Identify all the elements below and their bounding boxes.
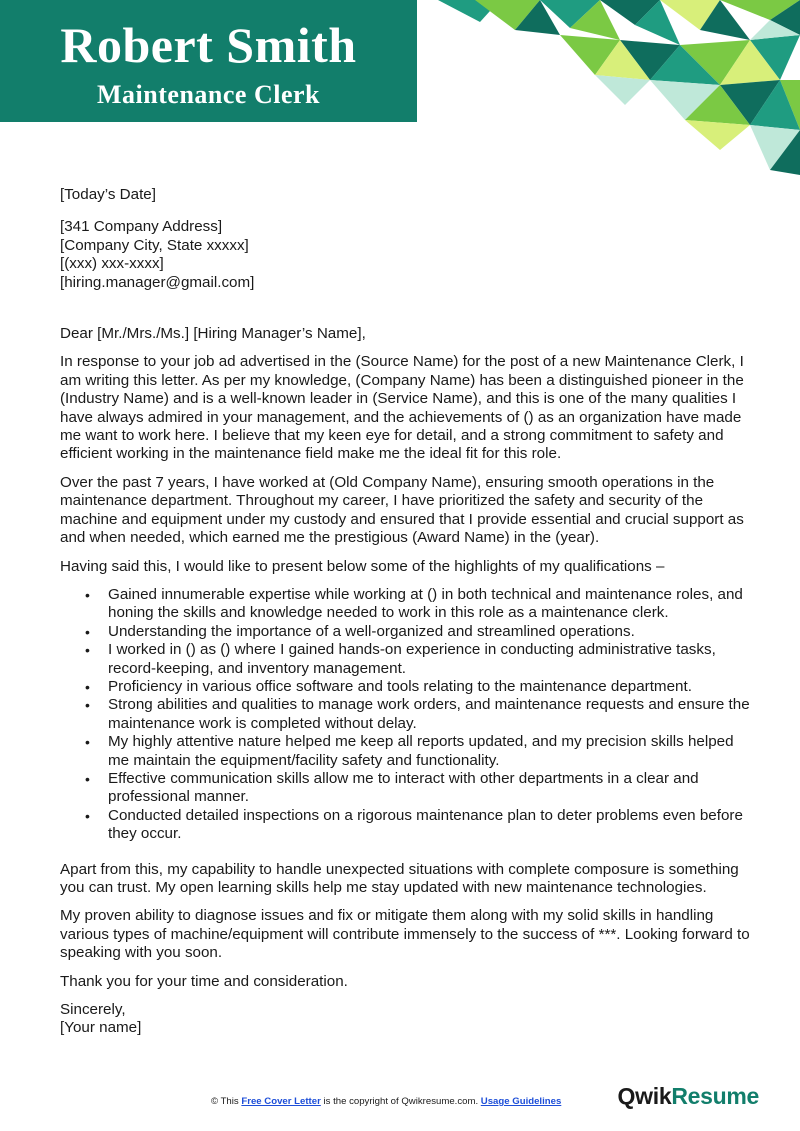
sign-off: Sincerely, (60, 1001, 126, 1019)
copyright-notice: © This Free Cover Letter is the copyright of Qwikresume.com. Usage Guidelines (211, 1096, 562, 1107)
job-title: Maintenance Clerk (97, 80, 320, 109)
bullet-icon: • (85, 586, 90, 603)
signature: [Your name] (60, 1019, 142, 1037)
list-item: • Proficiency in various office software and tools relating to the maintenance department. (85, 677, 692, 695)
copyright-icon: © (211, 1096, 219, 1107)
bullet-icon: • (85, 807, 90, 824)
bullet-icon: • (85, 642, 90, 659)
bullet-icon: • (85, 770, 90, 787)
list-item: • Strong abilities and qualities to manage work orders, and maintenance requests and ensure the maintenance work is completed without delay. (85, 696, 750, 732)
address-line: [341 Company Address] (60, 218, 223, 236)
paragraph-intro: In response to your job ad advertised in the (Source Name) for the post of a new Maintenance Clerk, I am writing this letter. As per my knowledge, (Company Name) has been a distinguished pioneer in the (Industry Name) and is a well-known leader in (Service Name), and this is one of the many qualities I have always admired in your management, and the achievements of () as an organization have made me want to work here. I believe that my keen eye for detail, and a strong commitment to safety and efficient working in the maintenance field make me the ideal fit for this role. (60, 353, 744, 463)
list-item: • Conducted detailed inspections on a rigorous maintenance plan to deter problems even before they occur. (85, 806, 743, 843)
list-intro: Having said this, I would like to present below some of the highlights of my qualifications – (60, 557, 665, 575)
address-line: [Company City, State xxxxx] (60, 236, 249, 254)
list-item: • My highly attentive nature helped me keep all reports updated, and my precision skills helped me maintain the equipment/facility safety and functionality. (85, 733, 734, 769)
paragraph-closing: My proven ability to diagnose issues and fix or mitigate them along with my solid skills in handling various types of machine/equipment will contribute immensely to the success of ***. Looking forward to speaking with you soon. (60, 907, 750, 962)
footer (0, 1083, 800, 1112)
thank-you-line: Thank you for your time and consideration. (60, 972, 348, 990)
qualifications-list (60, 586, 750, 844)
address-line: [hiring.manager@gmail.com] (60, 273, 255, 291)
paragraph-experience: Over the past 7 years, I have worked at (Old Company Name), ensuring smooth operations in the maintenance department. Throughout my career, I have prioritized the safety and security of the machine and equipment under my custody and ensured that I provide essential and crucial support as and when needed, which earned me the prestigious (Award Name) in the (year). (60, 473, 744, 547)
recipient-address (60, 218, 750, 292)
usage-guidelines-link[interactable]: Usage Guidelines (480, 1096, 562, 1107)
list-item: • Understanding the importance of a well-organized and streamlined operations. (85, 622, 635, 640)
salutation: Dear [Mr./Mrs./Ms.] [Hiring Manager’s Name], (60, 325, 366, 343)
list-item: • I worked in () as () where I gained hands-on experience in conducting administrative tasks, record-keeping, and inventory management. (85, 641, 716, 677)
qwikresume-logo: QwikResume (617, 1083, 759, 1109)
bullet-icon: • (85, 623, 90, 640)
list-item: • Gained innumerable expertise while working at () in both technical and maintenance roles, and honing the skills and knowledge needed to work in this role as a maintenance clerk. (85, 585, 743, 622)
free-cover-letter-link[interactable]: Free Cover Letter (241, 1096, 321, 1107)
list-item: • Effective communication skills allow me to interact with other departments in a clear and professional manner. (85, 769, 699, 806)
paragraph-composure: Apart from this, my capability to handle unexpected situations with complete composure is something you can trust. My open learning skills help me stay updated with new maintenance technologies. (60, 860, 739, 896)
letter-date: [Today’s Date] (60, 186, 156, 203)
letter-body (60, 186, 750, 1038)
applicant-name: Robert Smith (60, 17, 357, 73)
address-line: [(xxx) xxx-xxxx] (60, 255, 164, 273)
header-banner (0, 0, 417, 122)
bullet-icon: • (85, 697, 90, 714)
bullet-icon: • (85, 734, 90, 751)
decorative-triangle-pattern (420, 0, 800, 175)
bullet-icon: • (85, 678, 90, 695)
